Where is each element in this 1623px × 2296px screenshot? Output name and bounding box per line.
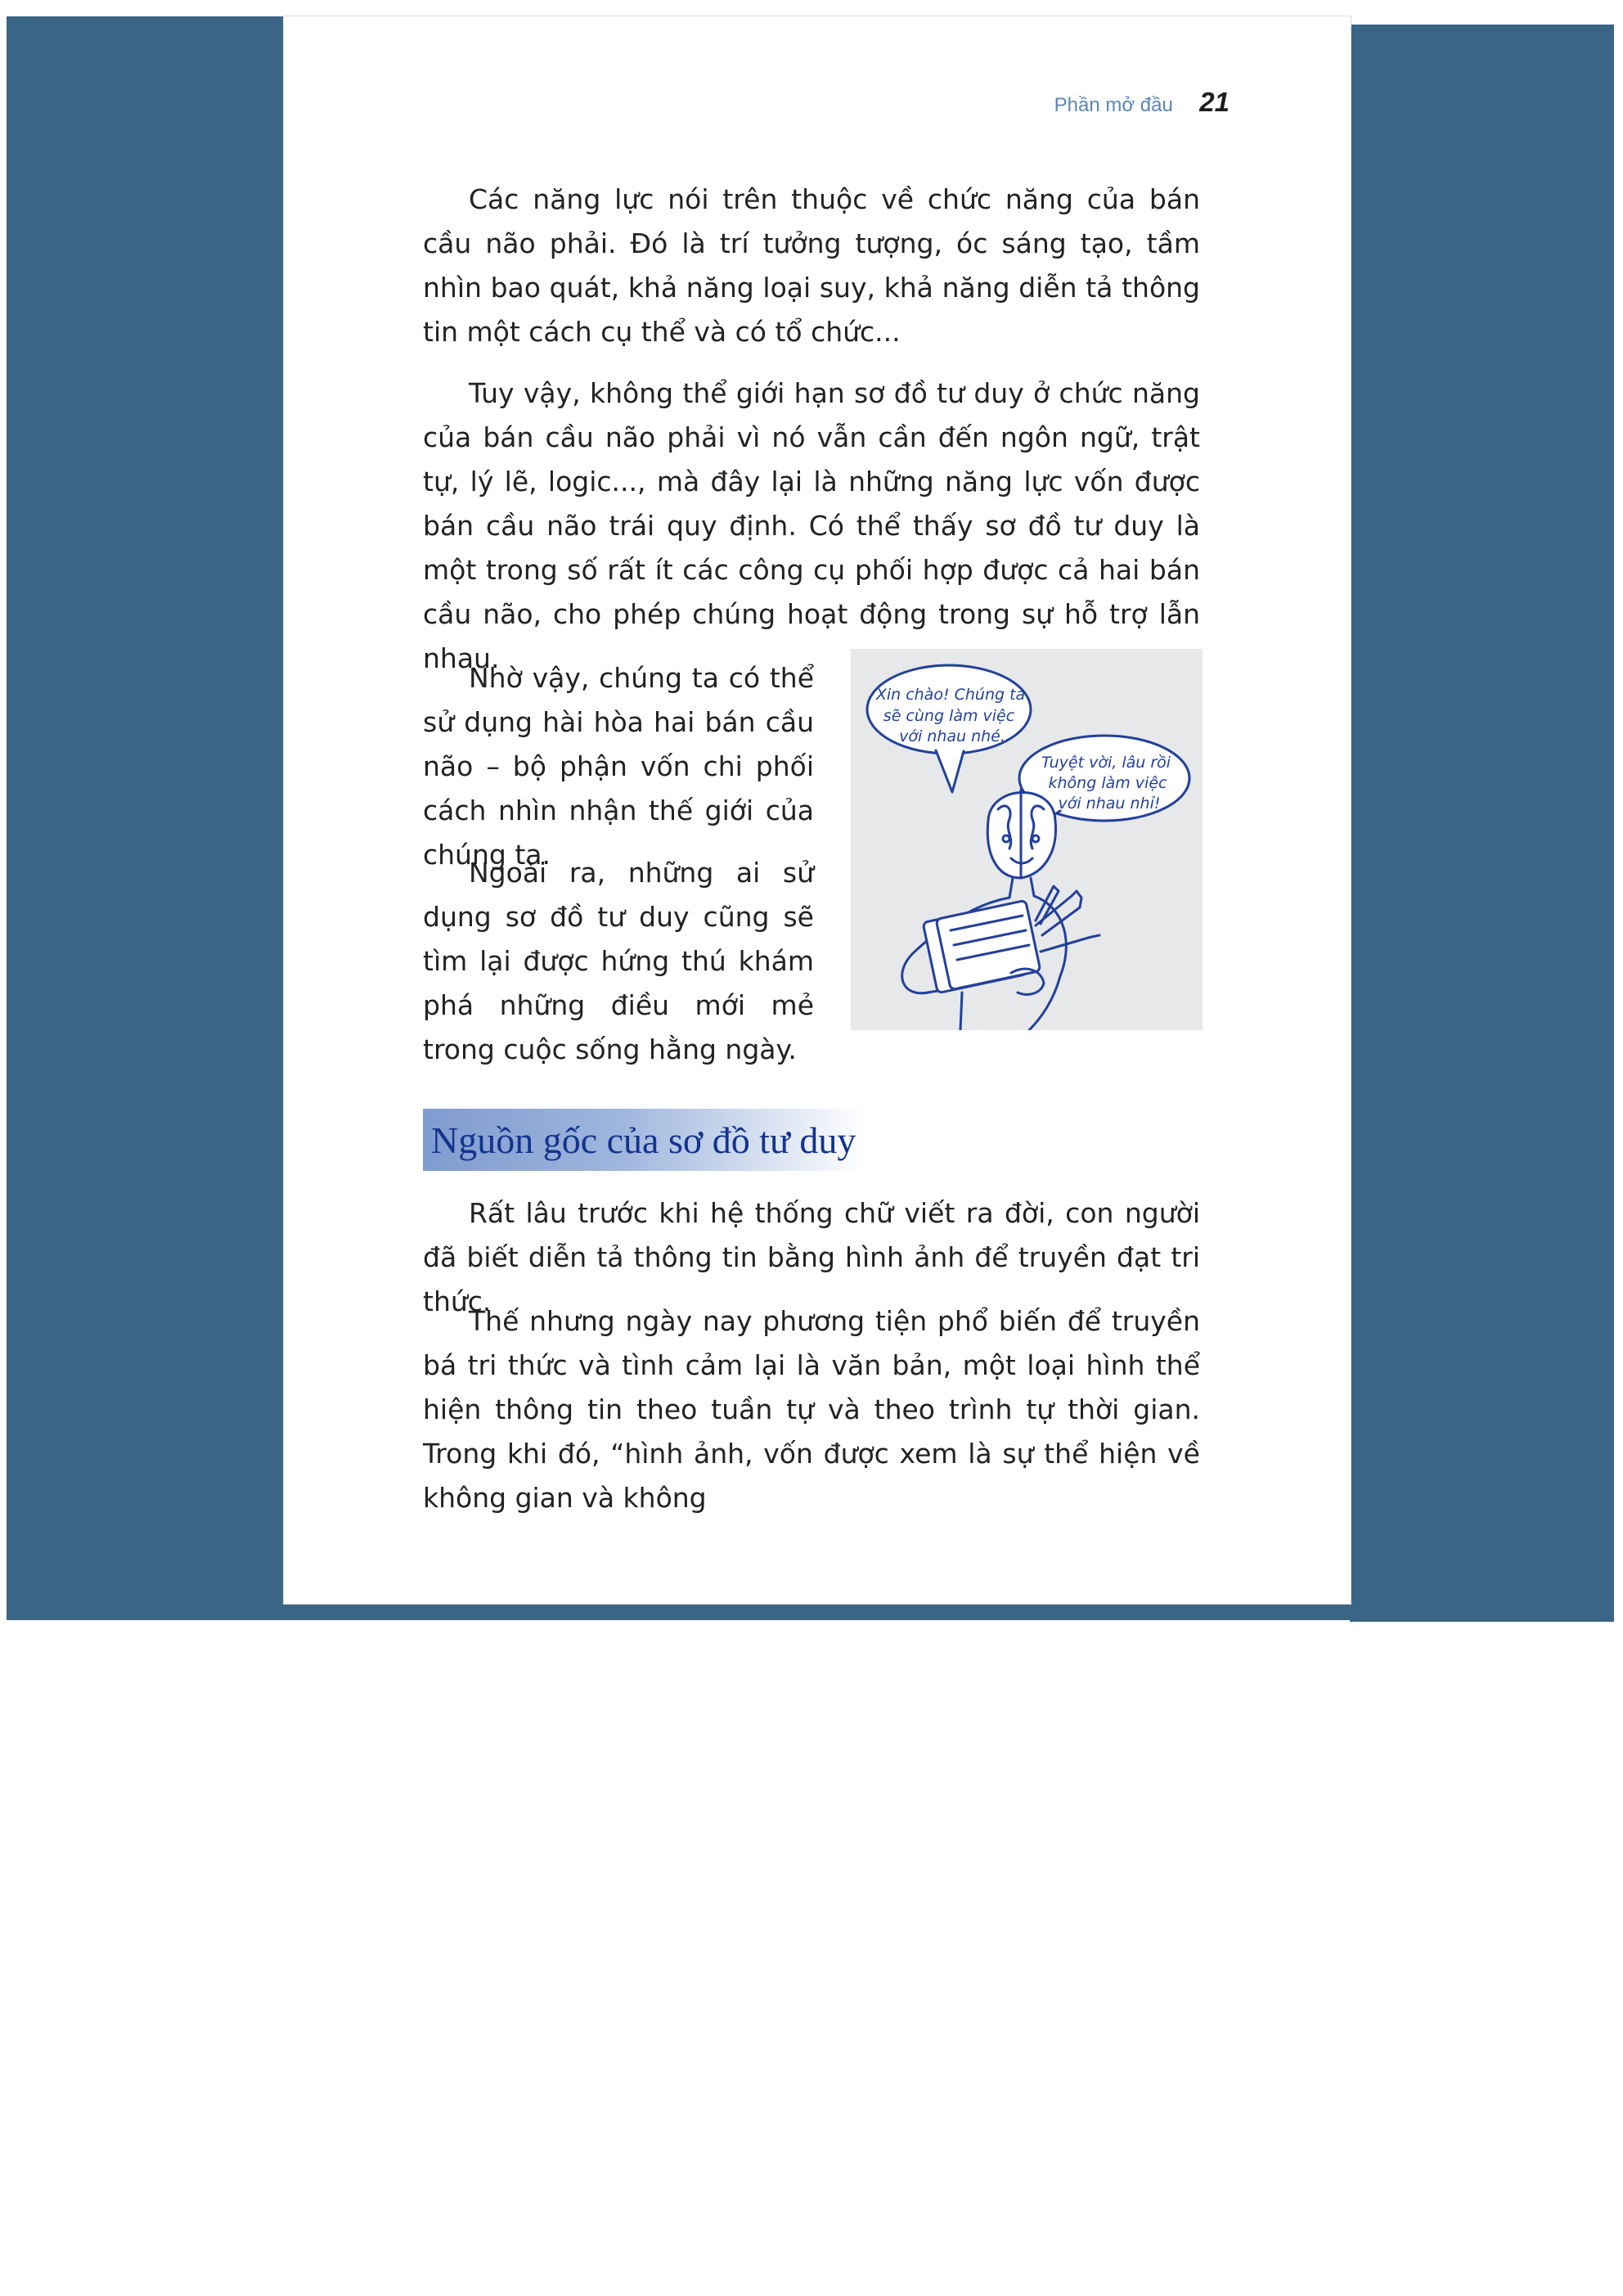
book-page — [284, 16, 1351, 1604]
scan-border-right — [1350, 25, 1614, 1622]
scan-border-bottom — [7, 1604, 1614, 1620]
bubble-right-line-1: Tuyệt vời, lâu rồi — [1041, 754, 1171, 772]
paragraph-2: Tuy vậy, không thể giới hạn sơ đồ tư duy ở chức năng của bán cầu não phải vì nó vẫn cần đến ngôn ngữ, trật tự, lý lẽ, logic..., mà đây lại là những năng lực vốn được bán cầu não trái quy định. Có thể thấy sơ đồ tư duy là một trong số rất ít các công cụ phối hợp được cả hai bán cầu não, cho phép chúng hoạt động trong sự hỗ trợ lẫn nhau. — [423, 377, 1200, 674]
section-heading — [423, 1109, 865, 1171]
paragraph-4: Ngoài ra, những ai sử dụng sơ đồ tư duy cũng sẽ tìm lại được hứng thú khám phá những điều mới mẻ trong cuộc sống hằng ngày. — [423, 857, 814, 1065]
paragraph-3: Nhờ vậy, chúng ta có thể sử dụng hài hòa hai bán cầu não – bộ phận vốn chi phối cách nhìn nhận thế giới của chúng ta. — [423, 662, 814, 871]
bubble-left-line-1: Xin chào! Chúng ta — [875, 686, 1026, 704]
paragraph-1: Các năng lực nói trên thuộc về chức năng của bán cầu não phải. Đó là trí tưởng tượng, óc sáng tạo, tầm nhìn bao quát, khả năng loại suy, khả năng diễn tả thông tin một cách cụ thể và có tổ chức... — [423, 183, 1200, 348]
bubble-right-line-3: với nhau nhỉ! — [1058, 795, 1161, 813]
running-header — [1054, 87, 1230, 118]
page-number: 21 — [1199, 87, 1230, 117]
section-heading-text: Nguồn gốc của sơ đồ tư duy — [431, 1119, 856, 1161]
bubble-right-line-2: không làm việc — [1048, 774, 1167, 792]
notebook-icon — [923, 900, 1041, 993]
scan-border-left — [7, 16, 285, 1617]
brain-head-icon — [987, 790, 1055, 878]
paragraph-6: Thế nhưng ngày nay phương tiện phổ biến để truyền bá tri thức và tình cảm lại là văn bản, một loại hình thể hiện thông tin theo tuần tự và theo trình tự thời gian. Trong khi đó, “hình ảnh, vốn được xem là sự thể hiện về không gian và không — [423, 1305, 1200, 1514]
bubble-left-line-2: sẽ cùng làm việc — [883, 707, 1015, 725]
drawing-tools-icon — [1036, 886, 1099, 952]
paragraph-5: Rất lâu trước khi hệ thống chữ viết ra đời, con người đã biết diễn tả thông tin bằng hình ảnh để truyền đạt tri thức. — [423, 1197, 1200, 1317]
brain-character-illustration — [851, 649, 1203, 1030]
section-label: Phần mở đầu — [1054, 94, 1173, 116]
bubble-left-line-3: với nhau nhé. — [899, 727, 1005, 745]
